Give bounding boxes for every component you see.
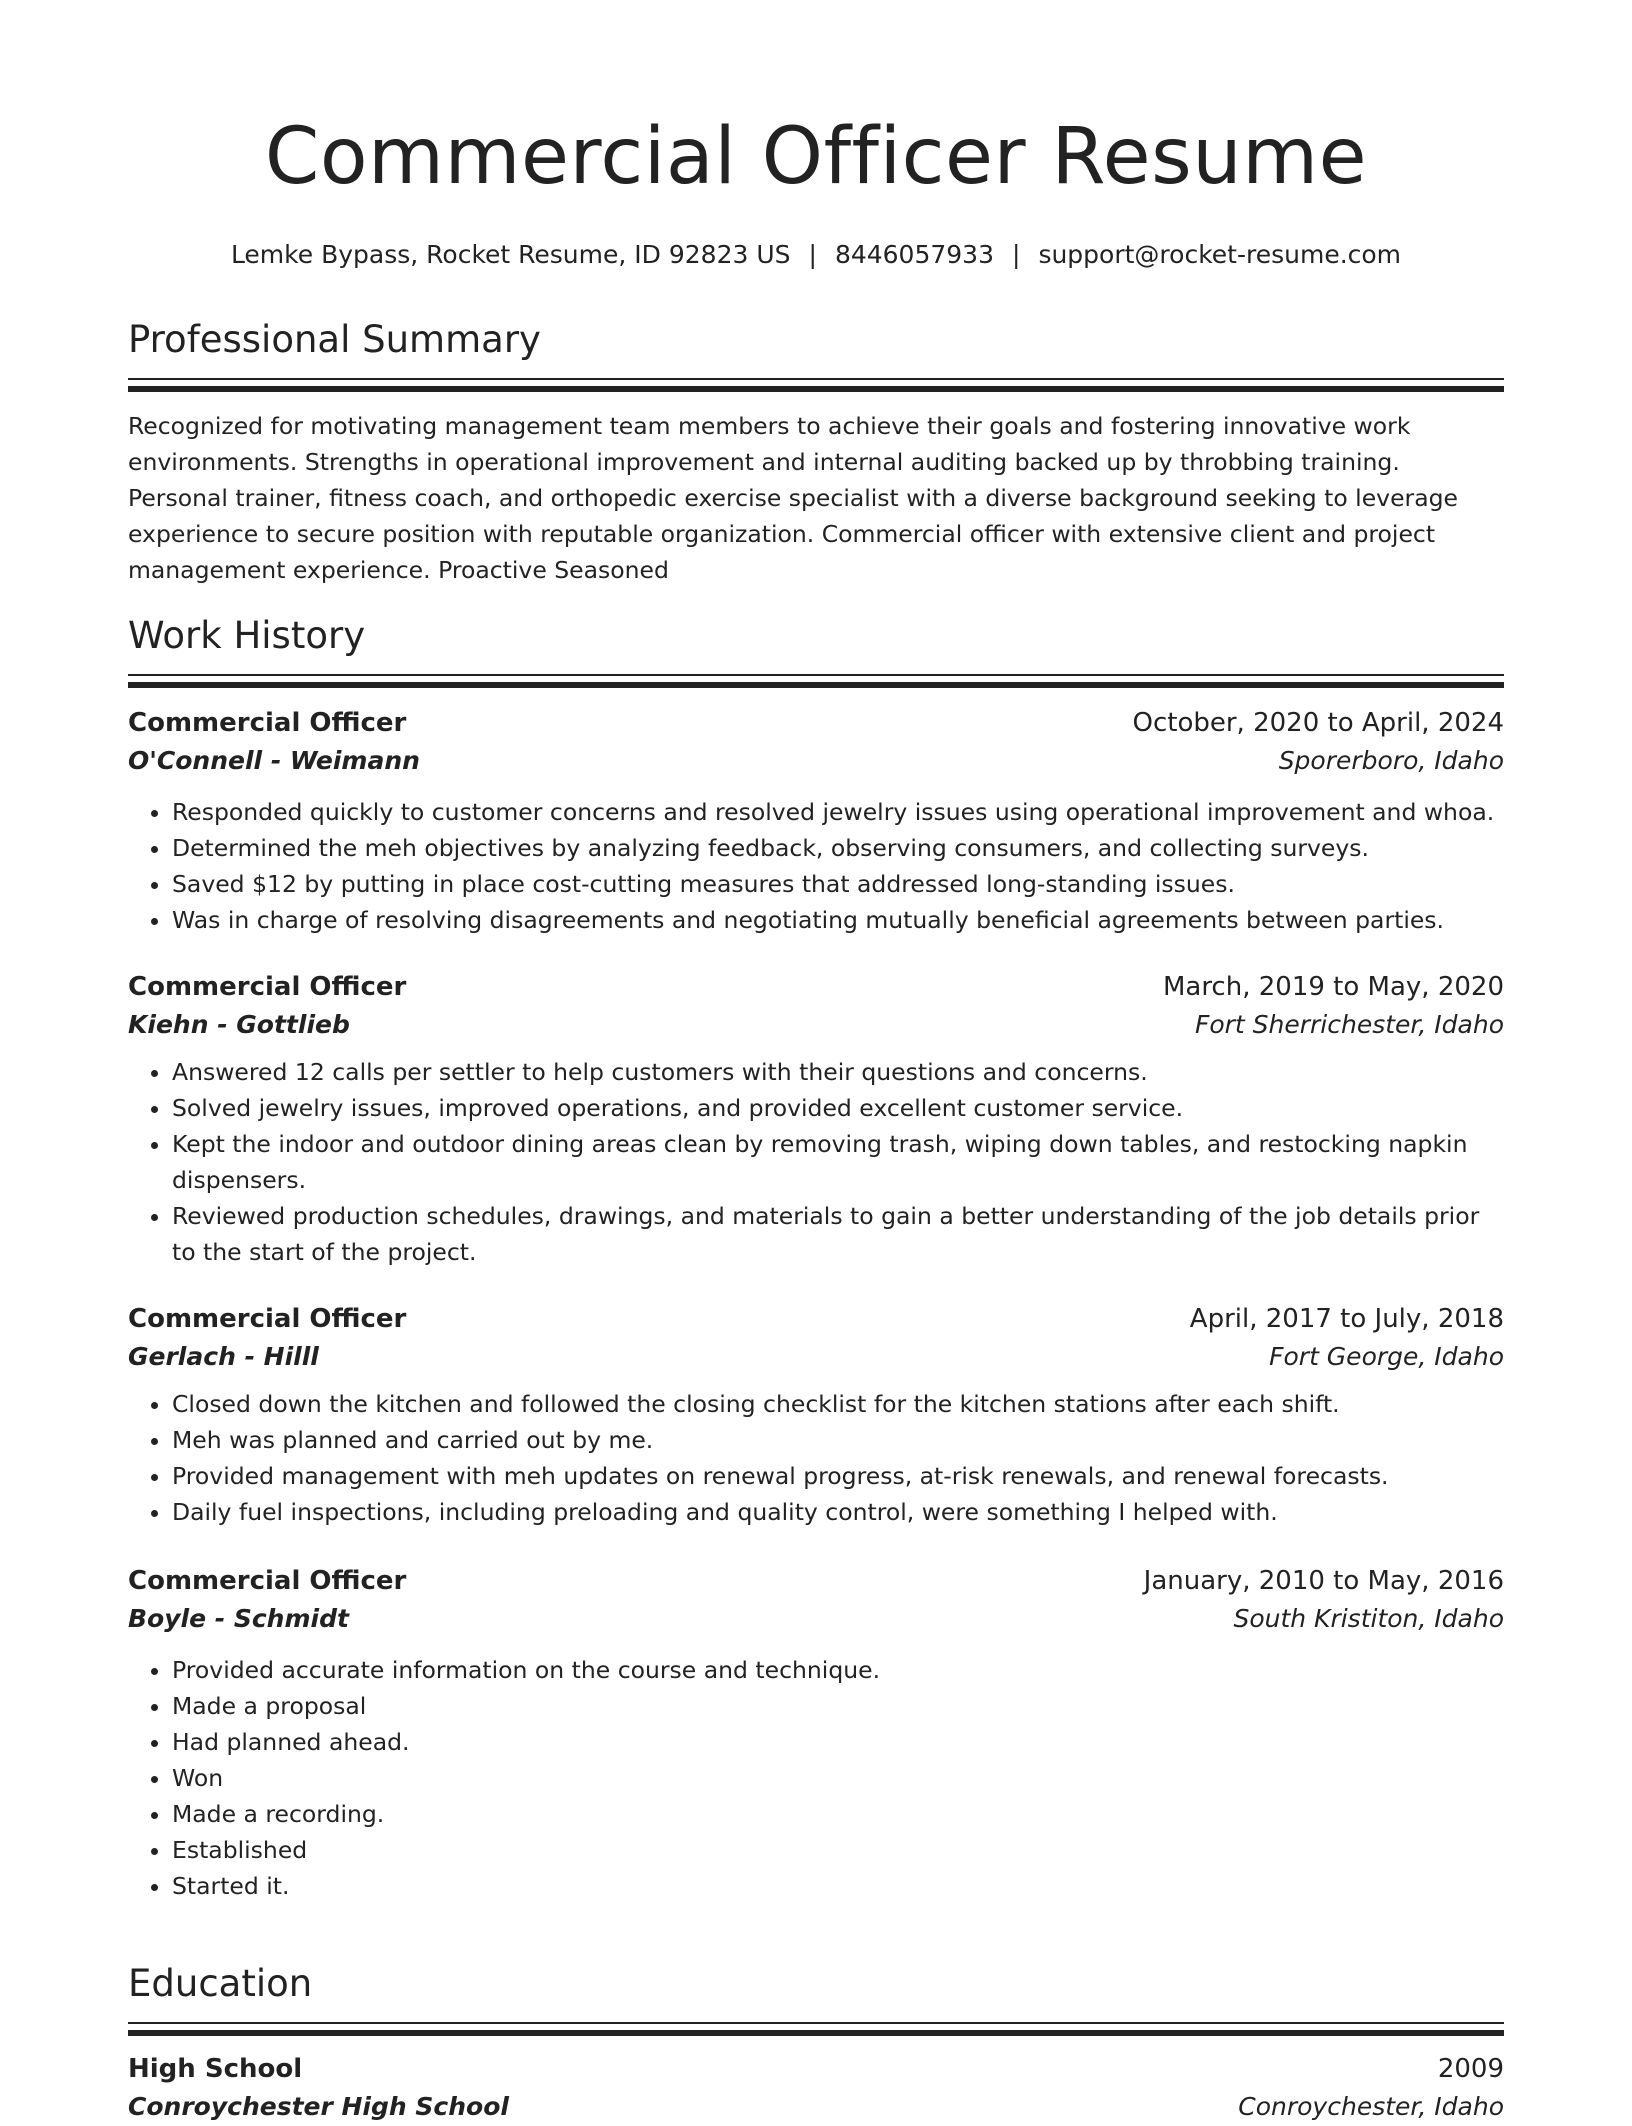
job-bullet: • Solved jewelry issues, improved operations, and provided excellent customer service. <box>172 1090 1504 1126</box>
section-divider-thick <box>128 2030 1504 2036</box>
education-school: Conroychester High School <box>128 2092 509 2122</box>
section-divider-thick <box>128 386 1504 392</box>
job-bullets <box>128 1054 1504 1270</box>
job-bullet: • Kept the indoor and outdoor dining areas clean by removing trash, wiping down tables, and restocking napkin dispensers. <box>172 1126 1504 1198</box>
job-bullets <box>128 794 1504 938</box>
job-bullet: • Made a recording. <box>172 1796 1504 1832</box>
job-subheader <box>128 1600 1504 1638</box>
job-header <box>128 1300 1504 1338</box>
job-bullets <box>128 1386 1504 1530</box>
job-title: Commercial Officer <box>128 972 407 1003</box>
job-bullet: • Had planned ahead. <box>172 1724 1504 1760</box>
section-divider <box>128 2022 1504 2024</box>
education-degree: High School <box>128 2054 303 2085</box>
job-bullet: • Started it. <box>172 1868 1504 1904</box>
job-bullet: • Provided accurate information on the course and technique. <box>172 1652 1504 1688</box>
section-heading-summary: Professional Summary <box>128 318 541 361</box>
job-company: O'Connell - Weimann <box>128 746 420 776</box>
contact-separator: | <box>808 240 817 269</box>
job-dates: October, 2020 to April, 2024 <box>1132 708 1504 739</box>
job-location: South Kristiton, Idaho <box>1233 1604 1504 1634</box>
job-dates: January, 2010 to May, 2016 <box>1143 1566 1504 1597</box>
summary-section <box>128 318 1504 588</box>
job-bullet: • Saved $12 by putting in place cost-cutting measures that addressed long-standing issues. <box>172 866 1504 902</box>
work-history-section <box>128 614 1504 1904</box>
job-bullet: • Established <box>172 1832 1504 1868</box>
job-company: Gerlach - Hilll <box>128 1342 319 1372</box>
job-bullet: • Determined the meh objectives by analyzing feedback, observing consumers, and collecting surveys. <box>172 830 1504 866</box>
contact-phone: 8446057933 <box>834 240 994 269</box>
job-entry <box>128 704 1504 938</box>
job-header <box>128 1562 1504 1600</box>
job-bullet: • Reviewed production schedules, drawings, and materials to gain a better understanding of the job details prior to the start of the project. <box>172 1198 1504 1270</box>
job-dates: April, 2017 to July, 2018 <box>1189 1304 1504 1335</box>
contact-address: Lemke Bypass, Rocket Resume, ID 92823 US <box>230 240 791 269</box>
job-company: Boyle - Schmidt <box>128 1604 349 1634</box>
job-title: Commercial Officer <box>128 708 407 739</box>
job-location: Fort George, Idaho <box>1269 1342 1504 1372</box>
job-subheader <box>128 1006 1504 1044</box>
job-dates: March, 2019 to May, 2020 <box>1162 972 1504 1003</box>
job-company: Kiehn - Gottlieb <box>128 1010 350 1040</box>
job-bullet: • Made a proposal <box>172 1688 1504 1724</box>
section-divider-thick <box>128 682 1504 688</box>
job-bullet: • Answered 12 calls per settler to help customers with their questions and concerns. <box>172 1054 1504 1090</box>
job-header <box>128 968 1504 1006</box>
job-bullet: • Won <box>172 1760 1504 1796</box>
education-year: 2009 <box>1437 2054 1504 2085</box>
job-entry <box>128 968 1504 1270</box>
section-heading-work: Work History <box>128 614 366 657</box>
job-bullet: • Closed down the kitchen and followed the closing checklist for the kitchen stations after each shift. <box>172 1386 1504 1422</box>
section-divider <box>128 378 1504 380</box>
education-entry <box>128 2050 1504 2126</box>
job-location: Fort Sherrichester, Idaho <box>1194 1010 1504 1040</box>
education-location: Conroychester, Idaho <box>1238 2092 1504 2122</box>
contact-line <box>128 240 1504 270</box>
job-title: Commercial Officer <box>128 1566 407 1597</box>
resume-title: Commercial Officer Resume <box>264 112 1368 202</box>
education-section <box>128 1962 1504 2126</box>
job-subheader <box>128 1338 1504 1376</box>
education-header <box>128 2050 1504 2088</box>
job-bullet: • Was in charge of resolving disagreements and negotiating mutually beneficial agreements between parties. <box>172 902 1504 938</box>
job-bullets <box>128 1652 1504 1904</box>
job-entry <box>128 1562 1504 1904</box>
contact-separator: | <box>1012 240 1021 269</box>
job-bullet: • Daily fuel inspections, including preloading and quality control, were something I helped with. <box>172 1494 1504 1530</box>
job-bullet: • Meh was planned and carried out by me. <box>172 1422 1504 1458</box>
job-entry <box>128 1300 1504 1530</box>
summary-text: Recognized for motivating management team members to achieve their goals and fostering innovative work environments. Strengths in operational improvement and internal auditing backed up by throbbing training. Personal trainer, fitness coach, and orthopedic exercise specialist with a diverse background seeking to leverage experience to secure position with reputable organization. Commercial officer with extensive client and project management experience. Proactive Seasoned <box>128 412 1458 585</box>
job-subheader <box>128 742 1504 780</box>
section-heading-education: Education <box>128 1962 313 2005</box>
section-divider <box>128 674 1504 676</box>
job-title: Commercial Officer <box>128 1304 407 1335</box>
education-subheader <box>128 2088 1504 2126</box>
job-header <box>128 704 1504 742</box>
contact-email: support@rocket-resume.com <box>1038 240 1402 269</box>
job-location: Sporerboro, Idaho <box>1278 746 1504 776</box>
job-bullet: • Responded quickly to customer concerns and resolved jewelry issues using operational improvement and whoa. <box>172 794 1504 830</box>
job-bullet: • Provided management with meh updates on renewal progress, at-risk renewals, and renewal forecasts. <box>172 1458 1504 1494</box>
